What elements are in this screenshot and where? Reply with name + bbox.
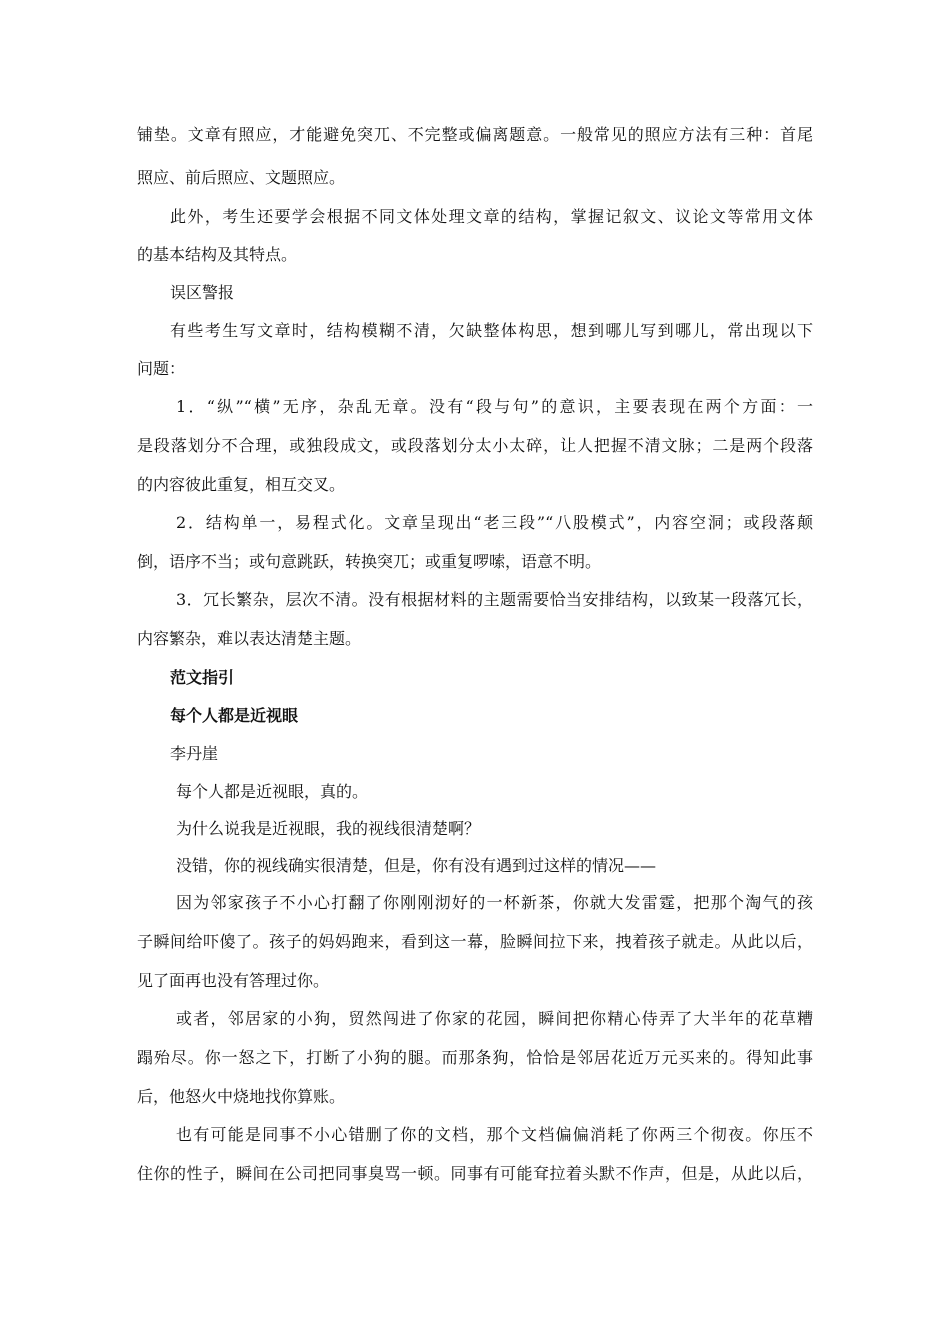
paragraph-line: 为什么说我是近视眼，我的视线很清楚啊？ — [176, 819, 481, 838]
section-heading-bold: 范文指引 — [170, 668, 235, 687]
paragraph-line: 因为邻家孩子不小心打翻了你刚刚沏好的一杯新茶，你就大发雷霆，把那个淘气的孩 — [176, 893, 813, 912]
paragraph-line: 内容繁杂，难以表达清楚主题。 — [137, 629, 362, 648]
paragraph-line: 3．冗长繁杂，层次不清。没有根据材料的主题需要恰当安排结构，以致某一段落冗长， — [176, 590, 813, 609]
essay-author: 李丹崖 — [170, 744, 219, 763]
paragraph-line: 或者，邻居家的小狗，贸然闯进了你家的花园，瞬间把你精心侍弄了大半年的花草糟 — [176, 1009, 813, 1028]
paragraph-line: 是段落划分不合理，或独段成文，或段落划分太小太碎，让人把握不清文脉；二是两个段落 — [137, 436, 813, 455]
section-heading: 误区警报 — [170, 283, 235, 302]
paragraph-line: 2．结构单一，易程式化。文章呈现出“老三段”“八股模式”，内容空洞；或段落颠 — [176, 513, 813, 532]
paragraph-line: 没错，你的视线确实很清楚，但是，你有没有遇到过这样的情况—— — [176, 856, 657, 875]
paragraph-line: 的内容彼此重复，相互交叉。 — [137, 475, 346, 494]
paragraph-line: 子瞬间给吓傻了。孩子的妈妈跑来，看到这一幕，脸瞬间拉下来，拽着孩子就走。从此以后， — [137, 932, 813, 951]
paragraph-line: 住你的性子，瞬间在公司把同事臭骂一顿。同事有可能耷拉着头默不作声，但是，从此以后， — [137, 1164, 813, 1183]
paragraph-line: 见了面再也没有答理过你。 — [137, 971, 330, 990]
paragraph-line: 铺垫。文章有照应，才能避免突兀、不完整或偏离题意。一般常见的照应方法有三种：首尾 — [137, 125, 813, 144]
paragraph-line: 此外，考生还要学会根据不同文体处理文章的结构，掌握记叙文、议论文等常用文体 — [170, 207, 813, 226]
paragraph-line: 照应、前后照应、文题照应。 — [137, 168, 346, 187]
paragraph-line: 倒，语序不当；或句意跳跃，转换突兀；或重复啰嗦，语意不明。 — [137, 552, 602, 571]
paragraph-line: 有些考生写文章时，结构模糊不清，欠缺整体构思，想到哪儿写到哪儿，常出现以下 — [170, 321, 813, 340]
paragraph-line: 也有可能是同事不小心错删了你的文档，那个文档偏偏消耗了你两三个彻夜。你压不 — [176, 1125, 813, 1144]
paragraph-line: 的基本结构及其特点。 — [137, 245, 298, 264]
paragraph-line: 问题： — [137, 359, 186, 378]
essay-title: 每个人都是近视眼 — [170, 706, 299, 725]
paragraph-line: 后，他怒火中烧地找你算账。 — [137, 1087, 346, 1106]
paragraph-line: 蹋殆尽。你一怒之下，打断了小狗的腿。而那条狗，恰恰是邻居花近万元买来的。得知此事 — [137, 1048, 813, 1067]
paragraph-line: 每个人都是近视眼，真的。 — [176, 782, 369, 801]
paragraph-line: 1．“纵”“横”无序，杂乱无章。没有“段与句”的意识，主要表现在两个方面：一 — [176, 397, 813, 416]
